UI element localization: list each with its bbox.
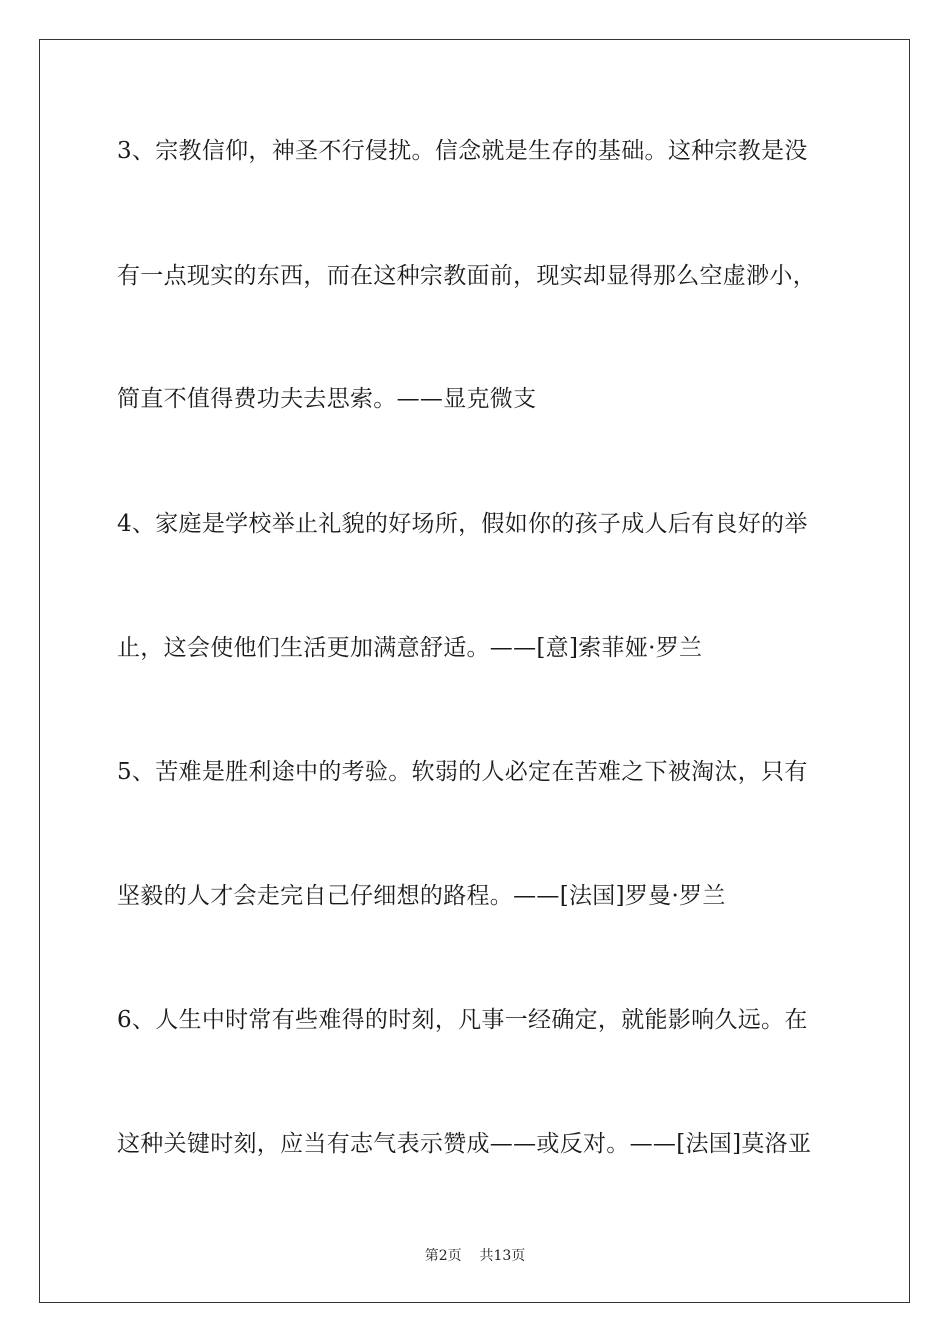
text-line: 6、人生中时常有些难得的时刻，凡事一经确定，就能影响久远。在 <box>117 1007 808 1033</box>
page-number: 第2页 <box>424 1248 462 1264</box>
text-line: 有一点现实的东西，而在这种宗教面前，现实却显得那么空虚渺小， <box>117 263 816 289</box>
page-footer <box>0 1247 950 1265</box>
page-total: 共13页 <box>479 1248 526 1264</box>
text-line: 5、苦难是胜利途中的考验。软弱的人必定在苦难之下被淘汰，只有 <box>117 759 808 785</box>
text-line: 止，这会使他们生活更加满意舒适。——[意]索菲娅·罗兰 <box>117 635 703 661</box>
text-line: 简直不值得费功夫去思索。——显克微支 <box>117 386 537 412</box>
text-line: 坚毅的人才会走完自己仔细想的路程。——[法国]罗曼·罗兰 <box>117 883 726 909</box>
text-line: 3、宗教信仰，神圣不行侵扰。信念就是生存的基础。这种宗教是没 <box>117 138 808 164</box>
text-line: 这种关键时刻，应当有志气表示赞成——或反对。——[法国]莫洛亚 <box>117 1131 812 1157</box>
text-line: 4、家庭是学校举止礼貌的好场所，假如你的孩子成人后有良好的举 <box>117 511 808 537</box>
page-border <box>39 39 910 1303</box>
